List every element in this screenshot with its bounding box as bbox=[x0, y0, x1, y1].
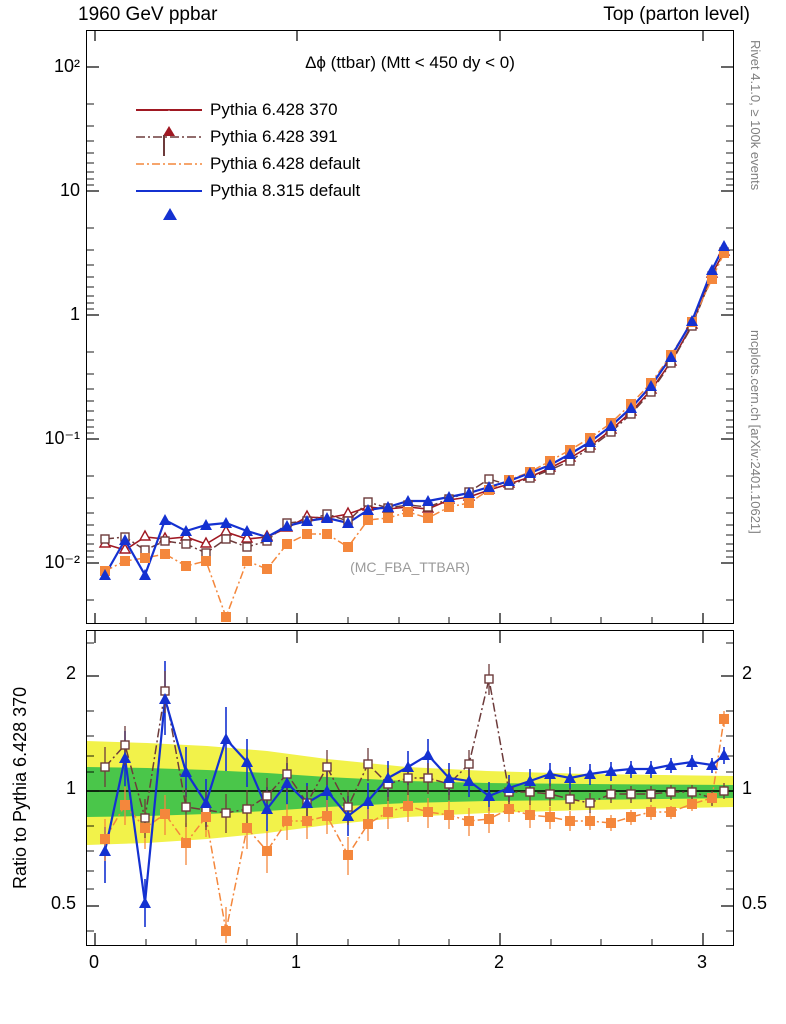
xtick-3: 3 bbox=[696, 952, 707, 972]
legend-item-3 bbox=[136, 177, 360, 204]
legend-symbol-triangle-filled-icon bbox=[136, 181, 202, 201]
header-right-label: Top (parton level) bbox=[603, 4, 750, 25]
legend-label-3: Pythia 8.315 default bbox=[210, 181, 361, 200]
legend-symbol-triangle-open-icon bbox=[136, 100, 202, 120]
ratio-ytick-05-left: 0.5 bbox=[50, 893, 76, 913]
ratio-plot-panel bbox=[86, 630, 734, 946]
xtick-2: 2 bbox=[493, 952, 504, 972]
legend-label-0: Pythia 6.428 370 bbox=[210, 100, 338, 119]
legend-symbol-square-filled-icon bbox=[136, 154, 202, 174]
main-ytick-10: 10 bbox=[59, 180, 80, 200]
plot-title: Δϕ (ttbar) (Mtt < 450 dy < 0) bbox=[305, 53, 515, 72]
main-ytick-1em1: 10⁻¹ bbox=[44, 428, 80, 448]
ratio-ytick-1-left: 1 bbox=[65, 778, 76, 798]
ratio-ytick-2-right: 2 bbox=[742, 663, 753, 683]
legend bbox=[136, 96, 360, 204]
xtick-1: 1 bbox=[290, 952, 301, 972]
xtick-0: 0 bbox=[88, 952, 99, 972]
ratio-ytick-05-right: 0.5 bbox=[742, 893, 768, 913]
main-ytick-1e2: 10² bbox=[53, 56, 80, 76]
legend-symbol-square-open-icon bbox=[136, 127, 202, 147]
ratio-ytick-2-left: 2 bbox=[65, 663, 76, 683]
legend-label-1: Pythia 6.428 391 bbox=[210, 127, 338, 146]
legend-item-2 bbox=[136, 150, 360, 177]
ratio-ytick-1-right: 1 bbox=[742, 778, 753, 798]
analysis-watermark: (MC_FBA_TTBAR) bbox=[350, 559, 470, 575]
legend-item-1 bbox=[136, 123, 360, 150]
rivet-version-label: Rivet 4.1.0, ≥ 100k events bbox=[748, 40, 763, 191]
legend-item-0 bbox=[136, 96, 360, 123]
main-ytick-1em2: 10⁻² bbox=[44, 552, 80, 572]
ratio-plot-curves bbox=[87, 631, 733, 945]
header-left-label: 1960 GeV ppbar bbox=[78, 4, 218, 25]
legend-label-2: Pythia 6.428 default bbox=[210, 154, 361, 173]
ratio-axis-label: Ratio to Pythia 6.428 370 bbox=[10, 686, 30, 890]
arxiv-reference-label: mcplots.cern.ch [arXiv:2401.10621] bbox=[748, 330, 763, 534]
main-ytick-1: 1 bbox=[69, 304, 80, 324]
